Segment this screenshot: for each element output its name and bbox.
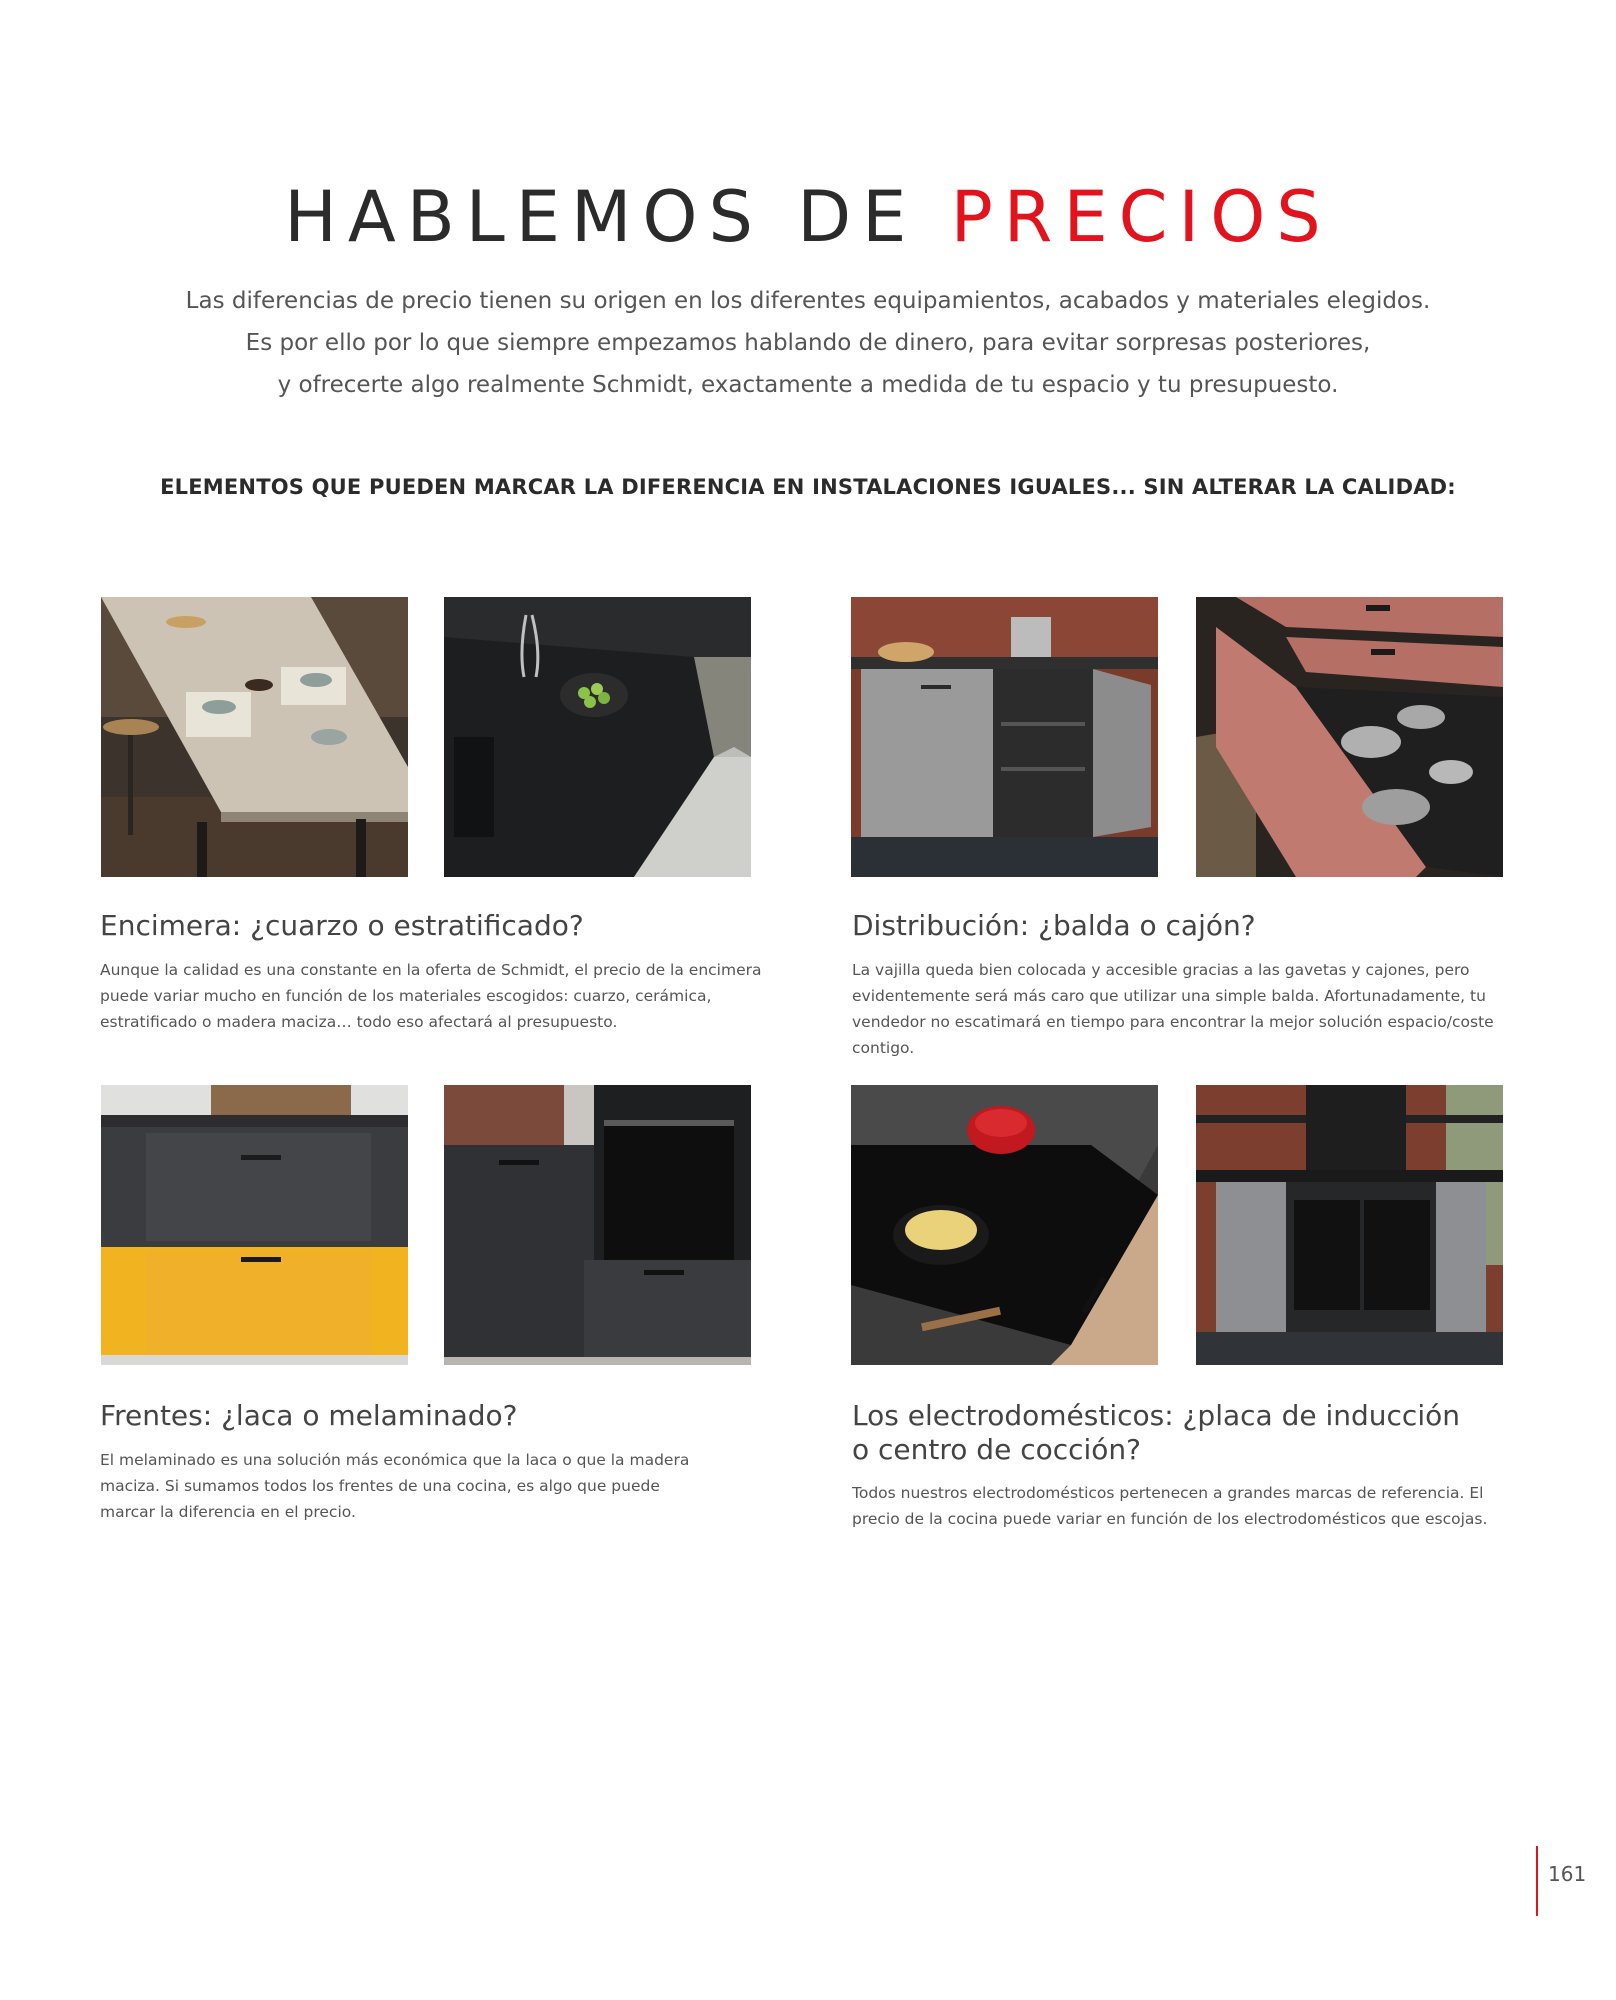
body-line: vendedor no escatimará en tiempo para encontrar la mejor solución espacio/coste: [852, 1013, 1494, 1031]
title-part-2: PRECIOS: [950, 175, 1332, 258]
body-line: marcar la diferencia en el precio.: [100, 1503, 356, 1521]
section-body-distribucion: [852, 957, 1494, 1061]
page-number: 161: [1548, 1862, 1587, 1886]
body-line: El melaminado es una solución más económica que la laca o que la madera: [100, 1451, 690, 1469]
body-line: evidentemente será más caro que utilizar una simple balda. Afortunadamente, tu: [852, 987, 1486, 1005]
photo-dark-melamine-fronts: [444, 1085, 751, 1365]
page-title: [0, 167, 1616, 267]
body-line: maciza. Si sumamos todos los frentes de una cocina, es algo que puede: [100, 1477, 660, 1495]
intro-line: Es por ello por lo que siempre empezamos hablando de dinero, para evitar sorpresas posteriores,: [245, 330, 1371, 356]
section-title-frentes: Frentes: ¿laca o melaminado?: [100, 1399, 518, 1432]
section-body-frentes: [100, 1447, 689, 1525]
body-line: La vajilla queda bien colocada y accesible gracias a las gavetas y cajones, pero: [852, 961, 1470, 979]
section-title-distribucion: Distribución: ¿balda o cajón?: [852, 909, 1256, 942]
section-body-encimera: [100, 957, 761, 1035]
body-line: puede variar mucho en función de los materiales escogidos: cuarzo, cerámica,: [100, 987, 712, 1005]
intro-paragraph: [0, 280, 1616, 406]
title-line: Los electrodomésticos: ¿placa de inducción: [852, 1399, 1460, 1432]
title-line: o centro de cocción?: [852, 1433, 1142, 1466]
body-line: Todos nuestros electrodomésticos pertenecen a grandes marcas de referencia. El: [852, 1484, 1484, 1502]
body-line: contigo.: [852, 1039, 915, 1057]
photo-range-cooker: [1196, 1085, 1503, 1365]
photo-yellow-lacquer-fronts: [101, 1085, 408, 1365]
photo-pink-drawers: [1196, 597, 1503, 877]
body-line: precio de la cocina puede variar en función de los electrodomésticos que escojas.: [852, 1510, 1488, 1528]
subheading: ELEMENTOS QUE PUEDEN MARCAR LA DIFERENCIA EN INSTALACIONES IGUALES... SIN ALTERAR LA CALIDAD:: [160, 475, 1456, 499]
intro-line: Las diferencias de precio tienen su origen en los diferentes equipamientos, acabados y materiales elegidos.: [185, 288, 1431, 314]
photo-cabinet-shelves: [851, 597, 1158, 877]
body-line: Aunque la calidad es una constante en la oferta de Schmidt, el precio de la encimera: [100, 961, 762, 979]
photo-wood-dining-table: [101, 597, 408, 877]
intro-line: y ofrecerte algo realmente Schmidt, exactamente a medida de tu espacio y tu presupuesto.: [277, 372, 1339, 398]
section-title-encimera: Encimera: ¿cuarzo o estratificado?: [100, 909, 584, 942]
title-part-1: HABLEMOS DE: [284, 175, 951, 258]
body-line: estratificado o madera maciza… todo eso afectará al presupuesto.: [100, 1013, 618, 1031]
section-body-electrodomesticos: [852, 1480, 1487, 1532]
section-title-electrodomesticos: [852, 1399, 1460, 1467]
photo-black-quartz-countertop: [444, 597, 751, 877]
page-number-divider: [1536, 1846, 1538, 1916]
photo-induction-hob: [851, 1085, 1158, 1365]
